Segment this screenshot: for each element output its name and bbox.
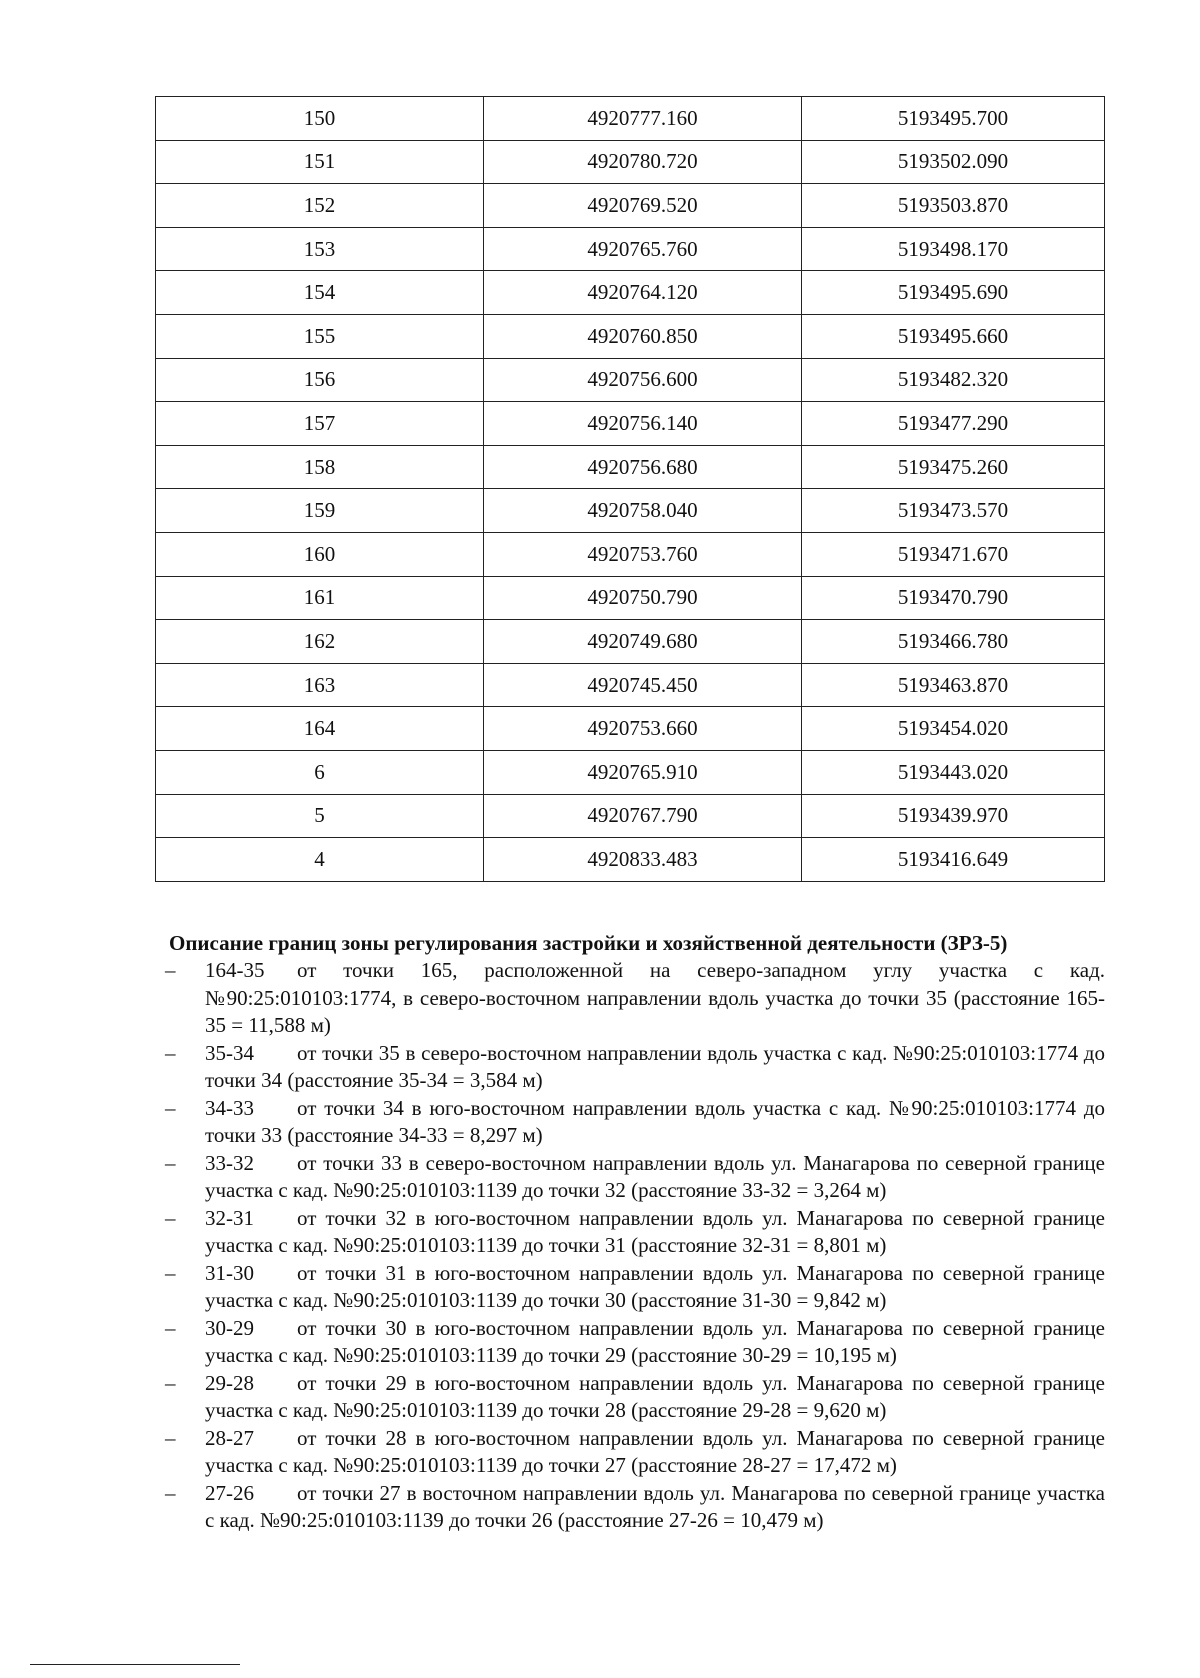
x-coordinate-cell: 4920756.680 <box>484 445 802 489</box>
segment-code: 30-29 <box>205 1315 254 1340</box>
segment-description: от точки 30 в юго-восточном направлении вдоль ул. Манагарова по северной границе участка с кад. №90:25:010103:1139 до точки 29 (расстояние 30-29 = 10,195 м) <box>205 1315 1105 1367</box>
y-coordinate-cell: 5193495.700 <box>802 97 1105 141</box>
table-row <box>156 794 1105 838</box>
list-item <box>165 1040 1105 1095</box>
table-row <box>156 140 1105 184</box>
x-coordinate-cell: 4920764.120 <box>484 271 802 315</box>
x-coordinate-cell: 4920753.660 <box>484 707 802 751</box>
dash-bullet: – <box>165 1260 176 1285</box>
table-row <box>156 97 1105 141</box>
x-coordinate-cell: 4920753.760 <box>484 532 802 576</box>
point-number-cell: 156 <box>156 358 484 402</box>
x-coordinate-cell: 4920749.680 <box>484 620 802 664</box>
table-row <box>156 184 1105 228</box>
x-coordinate-cell: 4920769.520 <box>484 184 802 228</box>
x-coordinate-cell: 4920756.140 <box>484 402 802 446</box>
point-number-cell: 150 <box>156 97 484 141</box>
segment-code: 31-30 <box>205 1260 254 1285</box>
y-coordinate-cell: 5193473.570 <box>802 489 1105 533</box>
point-number-cell: 158 <box>156 445 484 489</box>
segment-description: от точки 27 в восточном направлении вдоль ул. Манагарова по северной границе участка с кад. №90:25:010103:1139 до точки 26 (расстояние 27-26 = 10,479 м) <box>205 1480 1105 1532</box>
x-coordinate-cell: 4920833.483 <box>484 838 802 882</box>
segment-code: 33-32 <box>205 1150 254 1175</box>
point-number-cell: 157 <box>156 402 484 446</box>
point-number-cell: 154 <box>156 271 484 315</box>
x-coordinate-cell: 4920777.160 <box>484 97 802 141</box>
y-coordinate-cell: 5193475.260 <box>802 445 1105 489</box>
zone-boundary-section <box>165 930 1105 1535</box>
y-coordinate-cell: 5193495.690 <box>802 271 1105 315</box>
x-coordinate-cell: 4920758.040 <box>484 489 802 533</box>
x-coordinate-cell: 4920765.760 <box>484 227 802 271</box>
point-number-cell: 162 <box>156 620 484 664</box>
y-coordinate-cell: 5193502.090 <box>802 140 1105 184</box>
x-coordinate-cell: 4920750.790 <box>484 576 802 620</box>
segment-description: от точки 33 в северо-восточном направлении вдоль ул. Манагарова по северной границе участка с кад. №90:25:010103:1139 до точки 32 (расстояние 33-32 = 3,264 м) <box>205 1150 1105 1202</box>
list-item <box>165 1370 1105 1425</box>
segment-code: 164-35 <box>205 958 265 982</box>
segment-code: 28-27 <box>205 1425 254 1450</box>
segment-description: от точки 32 в юго-восточном направлении вдоль ул. Манагарова по северной границе участка с кад. №90:25:010103:1139 до точки 31 (расстояние 32-31 = 8,801 м) <box>205 1205 1105 1257</box>
dash-bullet: – <box>165 1205 176 1230</box>
section-heading: Описание границ зоны регулирования застройки и хозяйственной деятельности (ЗРЗ-5) <box>169 931 1008 955</box>
y-coordinate-cell: 5193439.970 <box>802 794 1105 838</box>
list-item <box>165 1315 1105 1370</box>
point-number-cell: 4 <box>156 838 484 882</box>
x-coordinate-cell: 4920756.600 <box>484 358 802 402</box>
segment-description: от точки 28 в юго-восточном направлении вдоль ул. Манагарова по северной границе участка с кад. №90:25:010103:1139 до точки 27 (расстояние 28-27 = 17,472 м) <box>205 1425 1105 1477</box>
list-item <box>165 957 1105 1040</box>
y-coordinate-cell: 5193495.660 <box>802 314 1105 358</box>
table-row <box>156 750 1105 794</box>
table-row <box>156 314 1105 358</box>
segment-description: от точки 165, расположенной на северо-западном углу участка с кад. №90:25:010103:1774, в северо-восточном направлении вдоль участка до точки 35 (расстояние 165-35 = 11,588 м) <box>205 958 1105 1037</box>
point-number-cell: 6 <box>156 750 484 794</box>
point-number-cell: 161 <box>156 576 484 620</box>
point-number-cell: 152 <box>156 184 484 228</box>
point-number-cell: 151 <box>156 140 484 184</box>
point-number-cell: 5 <box>156 794 484 838</box>
dash-bullet: – <box>165 1370 176 1395</box>
list-item <box>165 1205 1105 1260</box>
x-coordinate-cell: 4920760.850 <box>484 314 802 358</box>
y-coordinate-cell: 5193463.870 <box>802 663 1105 707</box>
y-coordinate-cell: 5193416.649 <box>802 838 1105 882</box>
table-row <box>156 227 1105 271</box>
dash-bullet: – <box>165 1480 176 1505</box>
x-coordinate-cell: 4920767.790 <box>484 794 802 838</box>
y-coordinate-cell: 5193498.170 <box>802 227 1105 271</box>
dash-bullet: – <box>165 1425 176 1450</box>
table-row <box>156 707 1105 751</box>
table-row <box>156 532 1105 576</box>
table-row <box>156 271 1105 315</box>
y-coordinate-cell: 5193443.020 <box>802 750 1105 794</box>
x-coordinate-cell: 4920745.450 <box>484 663 802 707</box>
list-item <box>165 1095 1105 1150</box>
table-row <box>156 838 1105 882</box>
dash-bullet: – <box>165 1040 176 1065</box>
y-coordinate-cell: 5193466.780 <box>802 620 1105 664</box>
dash-bullet: – <box>165 1095 176 1120</box>
table-row <box>156 445 1105 489</box>
point-number-cell: 159 <box>156 489 484 533</box>
y-coordinate-cell: 5193454.020 <box>802 707 1105 751</box>
dash-bullet: – <box>165 1315 176 1340</box>
segment-description: от точки 29 в юго-восточном направлении вдоль ул. Манагарова по северной границе участка с кад. №90:25:010103:1139 до точки 28 (расстояние 29-28 = 9,620 м) <box>205 1370 1105 1422</box>
y-coordinate-cell: 5193503.870 <box>802 184 1105 228</box>
y-coordinate-cell: 5193471.670 <box>802 532 1105 576</box>
list-item <box>165 1260 1105 1315</box>
table-row <box>156 620 1105 664</box>
segment-code: 27-26 <box>205 1480 254 1505</box>
x-coordinate-cell: 4920780.720 <box>484 140 802 184</box>
coordinates-table-body <box>156 97 1105 882</box>
segment-description: от точки 34 в юго-восточном направлении вдоль участка с кад. №90:25:010103:1774 до точки 33 (расстояние 34-33 = 8,297 м) <box>205 1095 1105 1147</box>
y-coordinate-cell: 5193477.290 <box>802 402 1105 446</box>
boundary-segment-list <box>165 957 1105 1535</box>
point-number-cell: 160 <box>156 532 484 576</box>
table-row <box>156 358 1105 402</box>
segment-description: от точки 35 в северо-восточном направлении вдоль участка с кад. №90:25:010103:1774 до точки 34 (расстояние 35-34 = 3,584 м) <box>205 1040 1105 1092</box>
table-row <box>156 489 1105 533</box>
dash-bullet: – <box>165 1150 176 1175</box>
segment-description: от точки 31 в юго-восточном направлении вдоль ул. Манагарова по северной границе участка с кад. №90:25:010103:1139 до точки 30 (расстояние 31-30 = 9,842 м) <box>205 1260 1105 1312</box>
point-number-cell: 163 <box>156 663 484 707</box>
segment-code: 29-28 <box>205 1370 254 1395</box>
segment-code: 32-31 <box>205 1205 254 1230</box>
list-item <box>165 1425 1105 1480</box>
coordinates-table <box>155 96 1105 882</box>
table-row <box>156 663 1105 707</box>
list-item <box>165 1480 1105 1535</box>
y-coordinate-cell: 5193482.320 <box>802 358 1105 402</box>
footnote-divider <box>30 1664 240 1665</box>
y-coordinate-cell: 5193470.790 <box>802 576 1105 620</box>
point-number-cell: 153 <box>156 227 484 271</box>
dash-bullet: – <box>165 958 176 982</box>
point-number-cell: 155 <box>156 314 484 358</box>
list-item <box>165 1150 1105 1205</box>
table-row <box>156 576 1105 620</box>
segment-code: 34-33 <box>205 1095 254 1120</box>
segment-code: 35-34 <box>205 1040 254 1065</box>
point-number-cell: 164 <box>156 707 484 751</box>
table-row <box>156 402 1105 446</box>
x-coordinate-cell: 4920765.910 <box>484 750 802 794</box>
